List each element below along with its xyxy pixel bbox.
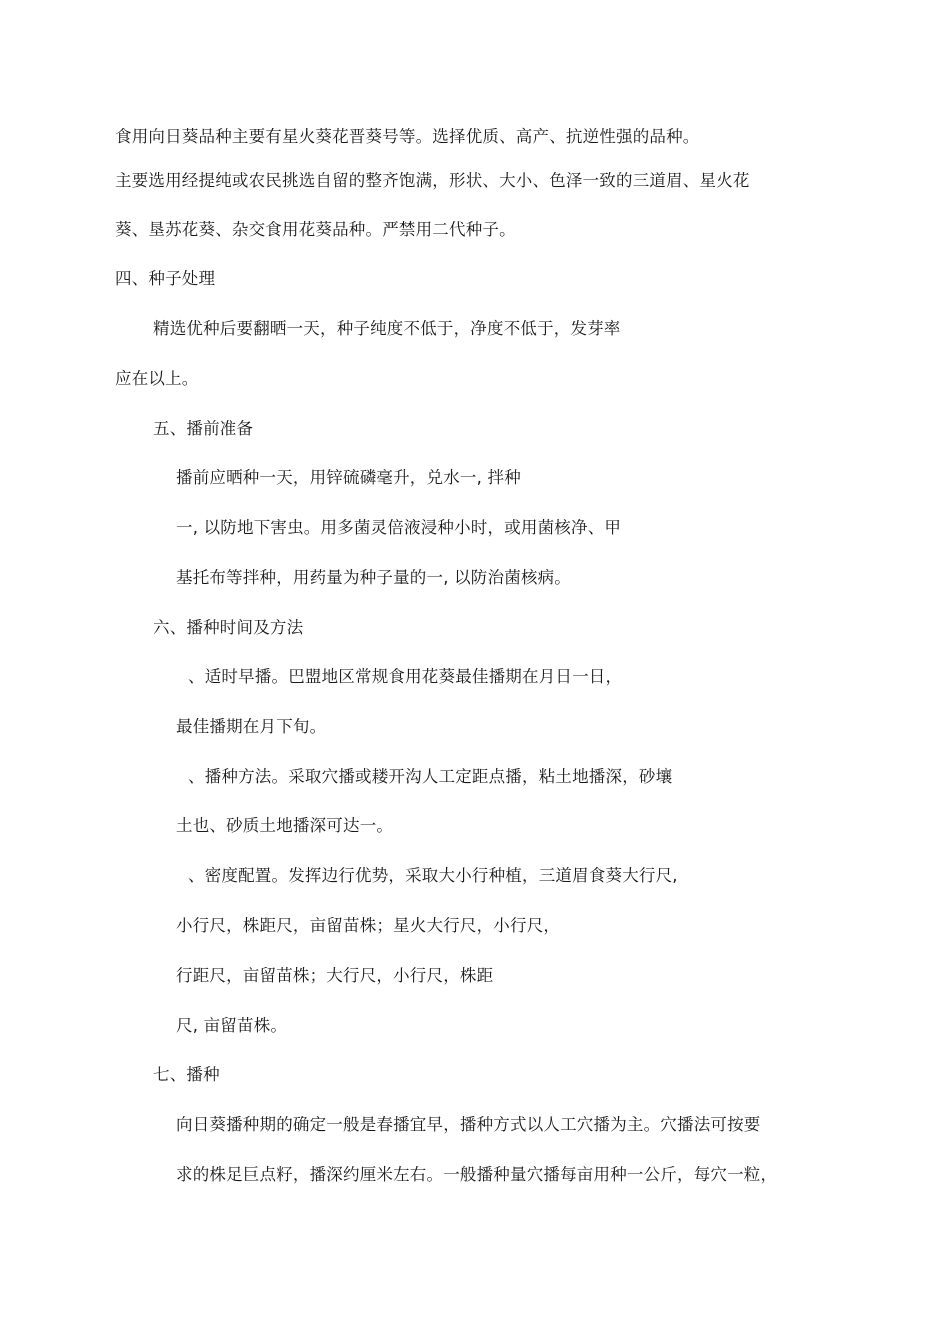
text-line: 向日葵播种期的确定一般是春播宜早，播种方式以人工穴播为主。穴播法可按要 xyxy=(176,1115,761,1134)
text-line: 小行尺，株距尺，亩留苗株；星火大行尺，小行尺， xyxy=(176,916,561,935)
text-line: 、密度配置。发挥边行优势，采取大小行种植，三道眉食葵大行尺, xyxy=(188,866,678,885)
text-line: 求的株足巨点籽，播深约厘米左右。一般播种量穴播每亩用种一公斤，每穴一粒， xyxy=(176,1165,778,1184)
text-line: 一, 以防地下害虫。用多菌灵倍液浸种小时，或用菌核净、甲 xyxy=(176,518,622,537)
section-heading: 五、播前准备 xyxy=(153,419,254,438)
text-line: 、适时早播。巴盟地区常规食用花葵最佳播期在月日一日， xyxy=(188,667,623,686)
section-heading: 七、播种 xyxy=(153,1065,220,1084)
text-line: 精选优种后要翻晒一天，种子纯度不低于，净度不低于，发芽率 xyxy=(153,319,621,338)
section-heading: 四、种子处理 xyxy=(115,269,216,288)
text-line: 应在以上。 xyxy=(115,369,199,388)
text-line: 土也、砂质土地播深可达一。 xyxy=(176,816,394,835)
text-line: 播前应晒种一天，用锌硫磷毫升，兑水一, 拌种 xyxy=(176,468,521,487)
text-line: 尺, 亩留苗株。 xyxy=(176,1016,288,1035)
text-line: 主要选用经提纯或农民挑选自留的整齐饱满，形状、大小、色泽一致的三道眉、星火花 xyxy=(115,171,750,190)
text-line: 葵、垦苏花葵、杂交食用花葵品种。严禁用二代种子。 xyxy=(115,220,516,239)
text-line: 、播种方法。采取穴播或耧开沟人工定距点播，粘土地播深，砂壤 xyxy=(188,767,673,786)
text-line: 最佳播期在月下旬。 xyxy=(176,717,327,736)
text-line: 基托布等拌种，用药量为种子量的一, 以防治菌核病。 xyxy=(176,568,571,587)
text-line: 行距尺，亩留苗株；大行尺，小行尺，株距 xyxy=(176,966,494,985)
section-heading: 六、播种时间及方法 xyxy=(153,618,304,637)
text-line: 食用向日葵品种主要有星火葵花晋葵号等。选择优质、高产、抗逆性强的品种。 xyxy=(115,127,700,146)
